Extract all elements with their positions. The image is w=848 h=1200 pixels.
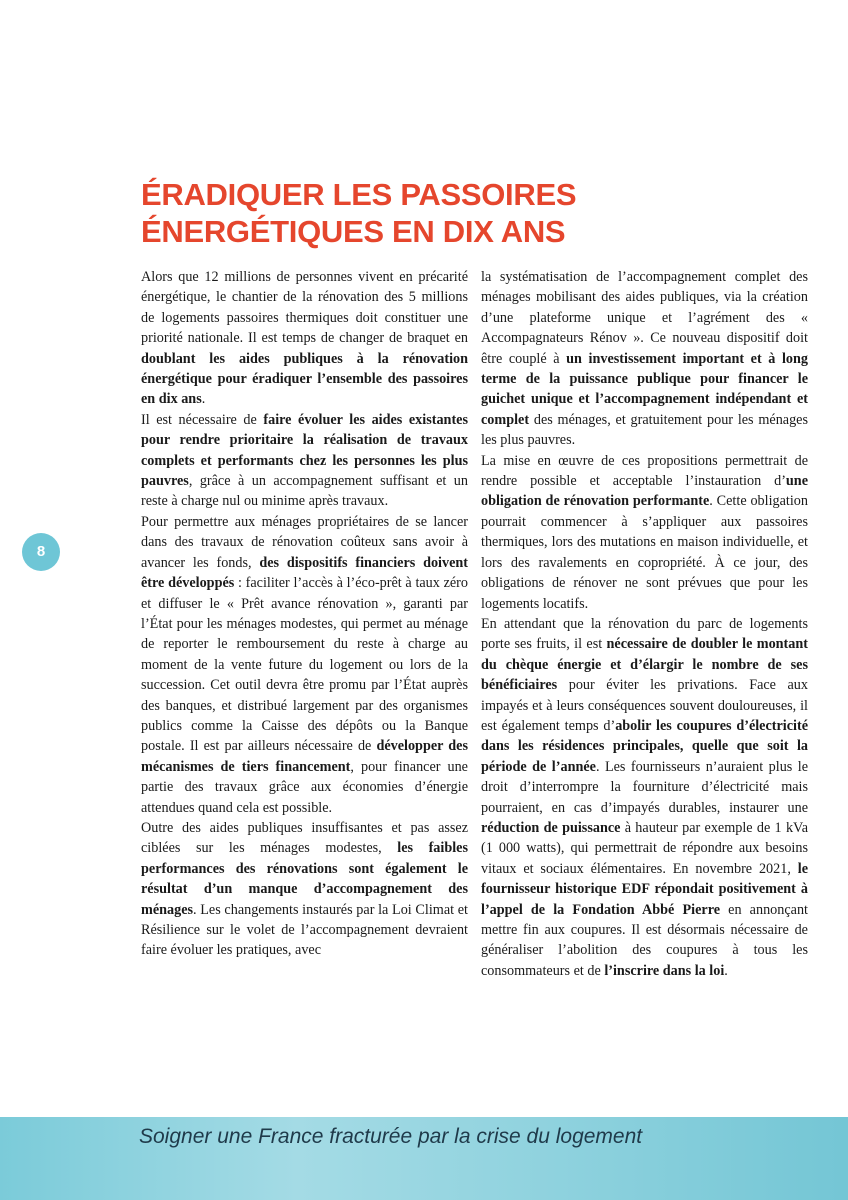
text-run: . <box>724 962 728 979</box>
text-run: pour éviter les privations. Face aux impayés et à leurs conséquences souvent douloureuses, il est également temps d’ <box>481 677 808 734</box>
text-column-right <box>481 267 808 981</box>
text-run: En attendant que la rénovation du parc de logements porte ses fruits, il est <box>481 615 808 653</box>
text-run: la systématisation de l’accompagnement complet des ménages mobilisant des aides publiques, via la création d’une plateforme unique et l’agrément des « Accompagnateurs Rénov ». Ce nouveau dispositif doit être couplé à <box>481 269 808 367</box>
text-run: Pour permettre aux ménages propriétaires de se lancer dans des travaux de rénovation coûteux sans avoir à avancer les fonds, <box>141 513 468 571</box>
bold-text: doublant les aides publiques à la rénovation énergétique pour éradiquer l’ensemble des passoires en dix ans <box>141 350 468 408</box>
text-run: , grâce à un accompagnement suffisant et un reste à charge nul ou minime après travaux. <box>141 473 468 510</box>
bold-text: nécessaire de doubler le montant du chèque énergie et d’élargir le nombre de ses bénéficiaires <box>481 636 808 694</box>
text-run: . <box>201 391 206 408</box>
bold-text: une obligation de rénovation performante <box>481 473 808 510</box>
text-run: . Les fournisseurs n’auraient plus le droit d’interrompre la fourniture d’électricité mais pourraient, en cas d’impayés durables, instaurer une <box>481 758 809 816</box>
text-run: . Les changements instaurés par la Loi Climat et Résilience sur le volet de l’accompagnement devraient faire évoluer les pratiques, avec <box>141 901 468 959</box>
text-run: La mise en œuvre de ces propositions permettrait de rendre possible et acceptable l’instauration d’ <box>481 452 808 490</box>
text-run: Il est nécessaire de <box>141 411 264 428</box>
footer-band <box>0 1117 848 1200</box>
paragraph <box>481 614 808 981</box>
bold-text: l’inscrire dans la loi <box>604 962 725 979</box>
text-run: Outre des aides publiques insuffisantes et pas assez ciblées sur les ménages modestes, <box>141 819 468 857</box>
footer-title: Soigner une France fracturée par la crise du logement <box>139 1125 643 1148</box>
text-run: Alors que 12 millions de personnes vivent en précarité énergétique, le chantier de la rénovation des 5 millions de logements passoires thermiques doit constituer une priorité nationale. Il est temps de changer de braquet en <box>141 269 468 347</box>
text-column-left <box>141 267 468 961</box>
bold-text: les faibles performances des rénovations sont également le résultat d’un manque d’accompagnement des ménages <box>141 840 468 918</box>
bold-text: réduction de puissance <box>481 819 621 836</box>
text-run: : faciliter l’accès à l’éco-prêt à taux zéro et diffuser le « Prêt avance rénovation », garanti par l’État pour les ménages modestes, qui permet au ménage de reporter le remboursement du reste à charge au moment de la vente future du logement ou lors de la succession. Cet outil devra être promu par l’État auprès des banques, et distribué largement par des organismes publics comme la Caisse des dépôts ou la Banque postale. Il est par ailleurs nécessaire de <box>141 575 468 755</box>
paragraph <box>141 818 468 961</box>
text-run: à hauteur par exemple de 1 kVa (1 000 watts), qui permettrait de répondre aux besoins vitaux et sociaux élémentaires. En novembre 2021, <box>481 819 809 877</box>
paragraph <box>481 267 808 451</box>
bold-text: des dispositifs financiers doivent être développés <box>141 554 468 592</box>
paragraph <box>141 410 468 512</box>
paragraph <box>141 512 468 818</box>
bold-text: un investissement important et à long terme de la puissance publique pour financer le guichet unique et l’accompagnement indépendant et complet <box>481 350 808 428</box>
page-number-badge: 8 <box>22 533 60 571</box>
bold-text: faire évoluer les aides existantes pour rendre prioritaire la réalisation de travaux complets et performants chez les personnes les plus pauvres <box>141 411 468 490</box>
text-run: des ménages, et gratuitement pour les ménages les plus pauvres. <box>481 411 808 449</box>
text-run: , pour financer une partie des travaux grâce aux économies d’énergie attendues quand cela est possible. <box>141 758 468 816</box>
bold-text: abolir les coupures d’électricité dans les résidences principales, quelle que soit la période de l’année <box>481 717 808 775</box>
bold-text: développer des mécanismes de tiers financement <box>141 738 468 775</box>
bold-text: le fournisseur historique EDF répondait positivement à l’appel de la Fondation Abbé Pierre <box>481 860 808 918</box>
page-title: ÉRADIQUER LES PASSOIRES ÉNERGÉTIQUES EN DIX ANS <box>141 177 577 249</box>
text-run: . Cette obligation pourrait commencer à s’appliquer aux passoires thermiques, lors des mutations en maison individuelle, et lors des ravalements en copropriété. À ce jour, des obligations de rénover ne sont prévues que pour les logements locatifs. <box>481 493 808 612</box>
paragraph <box>481 451 808 614</box>
paragraph <box>141 267 468 410</box>
text-run: en annonçant mettre fin aux coupures. Il est désormais nécessaire de généraliser l’abolition des coupures à tous les consommateurs et de <box>481 901 808 979</box>
